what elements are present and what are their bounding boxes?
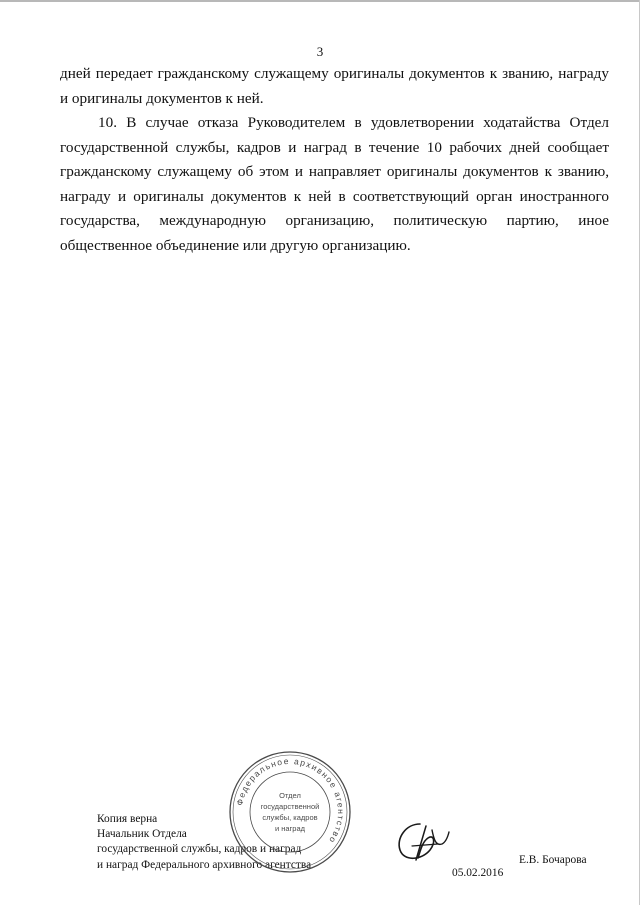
stamp-line: и наград (274, 824, 306, 833)
paragraph-10: 10. В случае отказа Руководителем в удовлетворении ходатайства Отдел государственной службы, кадров и наград в течение 10 рабочих дней сообщает гражданскому служащему об этом и направляет оригиналы документов к званию, награду и оригиналы документов к ней в соответствующий орган иностранного государства, международную организацию, политическую партию, иное общественное объединение или другую организацию. (60, 114, 609, 254)
handwritten-signature (392, 816, 450, 866)
certification-line: Начальник Отдела (97, 828, 187, 841)
stamp-ring-text: Федеральное архивное агентство (234, 755, 347, 846)
paragraph-continuation: дней передает гражданскому служащему оригиналы документов к званию, награду и оригиналы документов к ней. (60, 65, 609, 107)
stamp-line: государственной (260, 802, 320, 811)
scan-top-edge (0, 0, 640, 2)
certification-line: государственной службы, кадров и наград (97, 843, 302, 856)
document-body (60, 62, 609, 258)
certification-line: Копия верна (97, 813, 158, 825)
stamp-line: Отдел (279, 791, 301, 800)
stamp-line: службы, кадров (262, 813, 318, 822)
official-stamp (227, 749, 353, 875)
signer-name: Е.В. Бочарова (519, 854, 587, 866)
page-number: 3 (316, 44, 324, 59)
document-date: 05.02.2016 (452, 867, 504, 879)
certification-line: и наград Федерального архивного агентства (97, 858, 312, 871)
